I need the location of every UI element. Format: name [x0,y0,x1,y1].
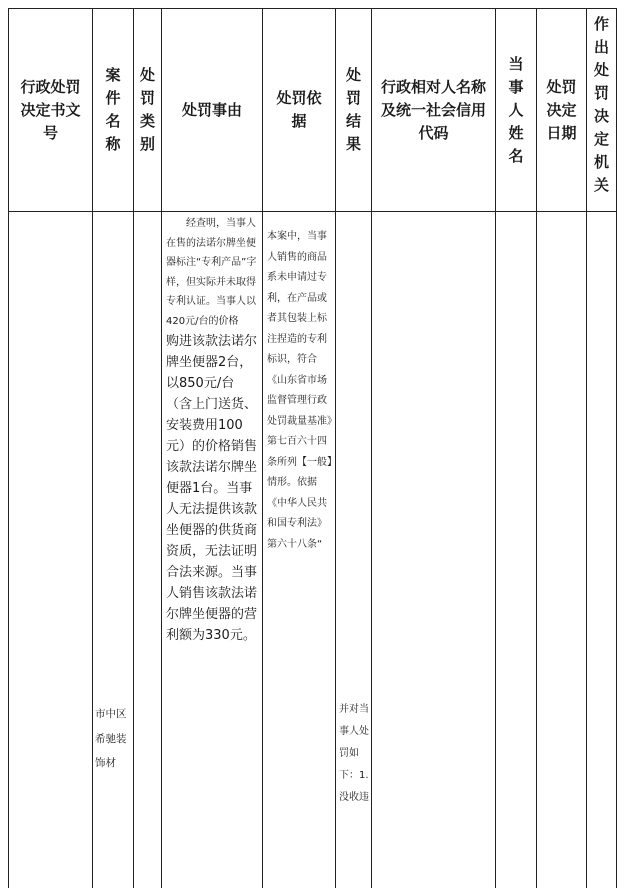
header-doc-number [9,9,92,211]
header-decision-date-text: 处罚决定日期 [546,77,577,142]
header-party-person [496,9,536,211]
header-case-name [93,9,133,211]
header-reason-text: 处罚事由 [181,100,242,119]
result-cell [339,699,369,809]
penalty-table [8,8,617,888]
result-text: 并对当事人处罚如下：1.没收违 [339,704,369,803]
case-name-cell [95,702,131,776]
header-reason [162,9,262,211]
header-basis [263,9,335,211]
header-party-name-code [372,9,495,211]
header-authority [587,9,616,211]
basis-cell [267,227,333,555]
header-doc-number-text: 行政处罚决定书文号 [20,77,81,142]
reason-cell [166,214,260,646]
reason-text-big: 购进该款法诺尔牌坐便器2台，以850元/台（含上门送货、安装费用100元）的价格销售该款法诺尔牌坐便器1台。当事人无法提供该款坐便器的供货商资质，无法证明合法来源。当事人销售该款法诺尔牌坐便器的营利额为330元。 [166,334,258,643]
header-party-name-code-text: 行政相对人名称及统一社会信用代码 [380,77,486,142]
header-penalty-type-text: 处罚类别 [139,66,155,153]
header-basis-text: 处罚依据 [276,89,322,130]
header-decision-date [537,9,586,211]
header-penalty-type [134,9,161,211]
header-party-person-text: 当事人姓名 [508,54,524,165]
grid-line [8,211,617,212]
case-name-text: 市中区希驰装饰材 [95,708,127,769]
header-case-name-text: 案件名称 [105,66,121,153]
reason-text-small: 经查明，当事人在售的法诺尔牌坐便器标注“专利产品”字样，但实际并未取得专利认证。当事人以420元/台的价格 [166,218,257,327]
header-authority-text: 作出处罚决定机关 [593,15,609,194]
basis-text: 本案中，当事人销售的商品系未申请过专利，在产品或者其包装上标注捏造的专利标识，符合《山东省市场监督管理行政处罚裁量基准》第七百六十四条所列【一般】情形。依据《中华人民共和国专利法》第六十八条“ [267,231,332,550]
grid-line [616,8,617,888]
header-result [336,9,371,211]
header-result-text: 处罚结果 [345,66,361,153]
